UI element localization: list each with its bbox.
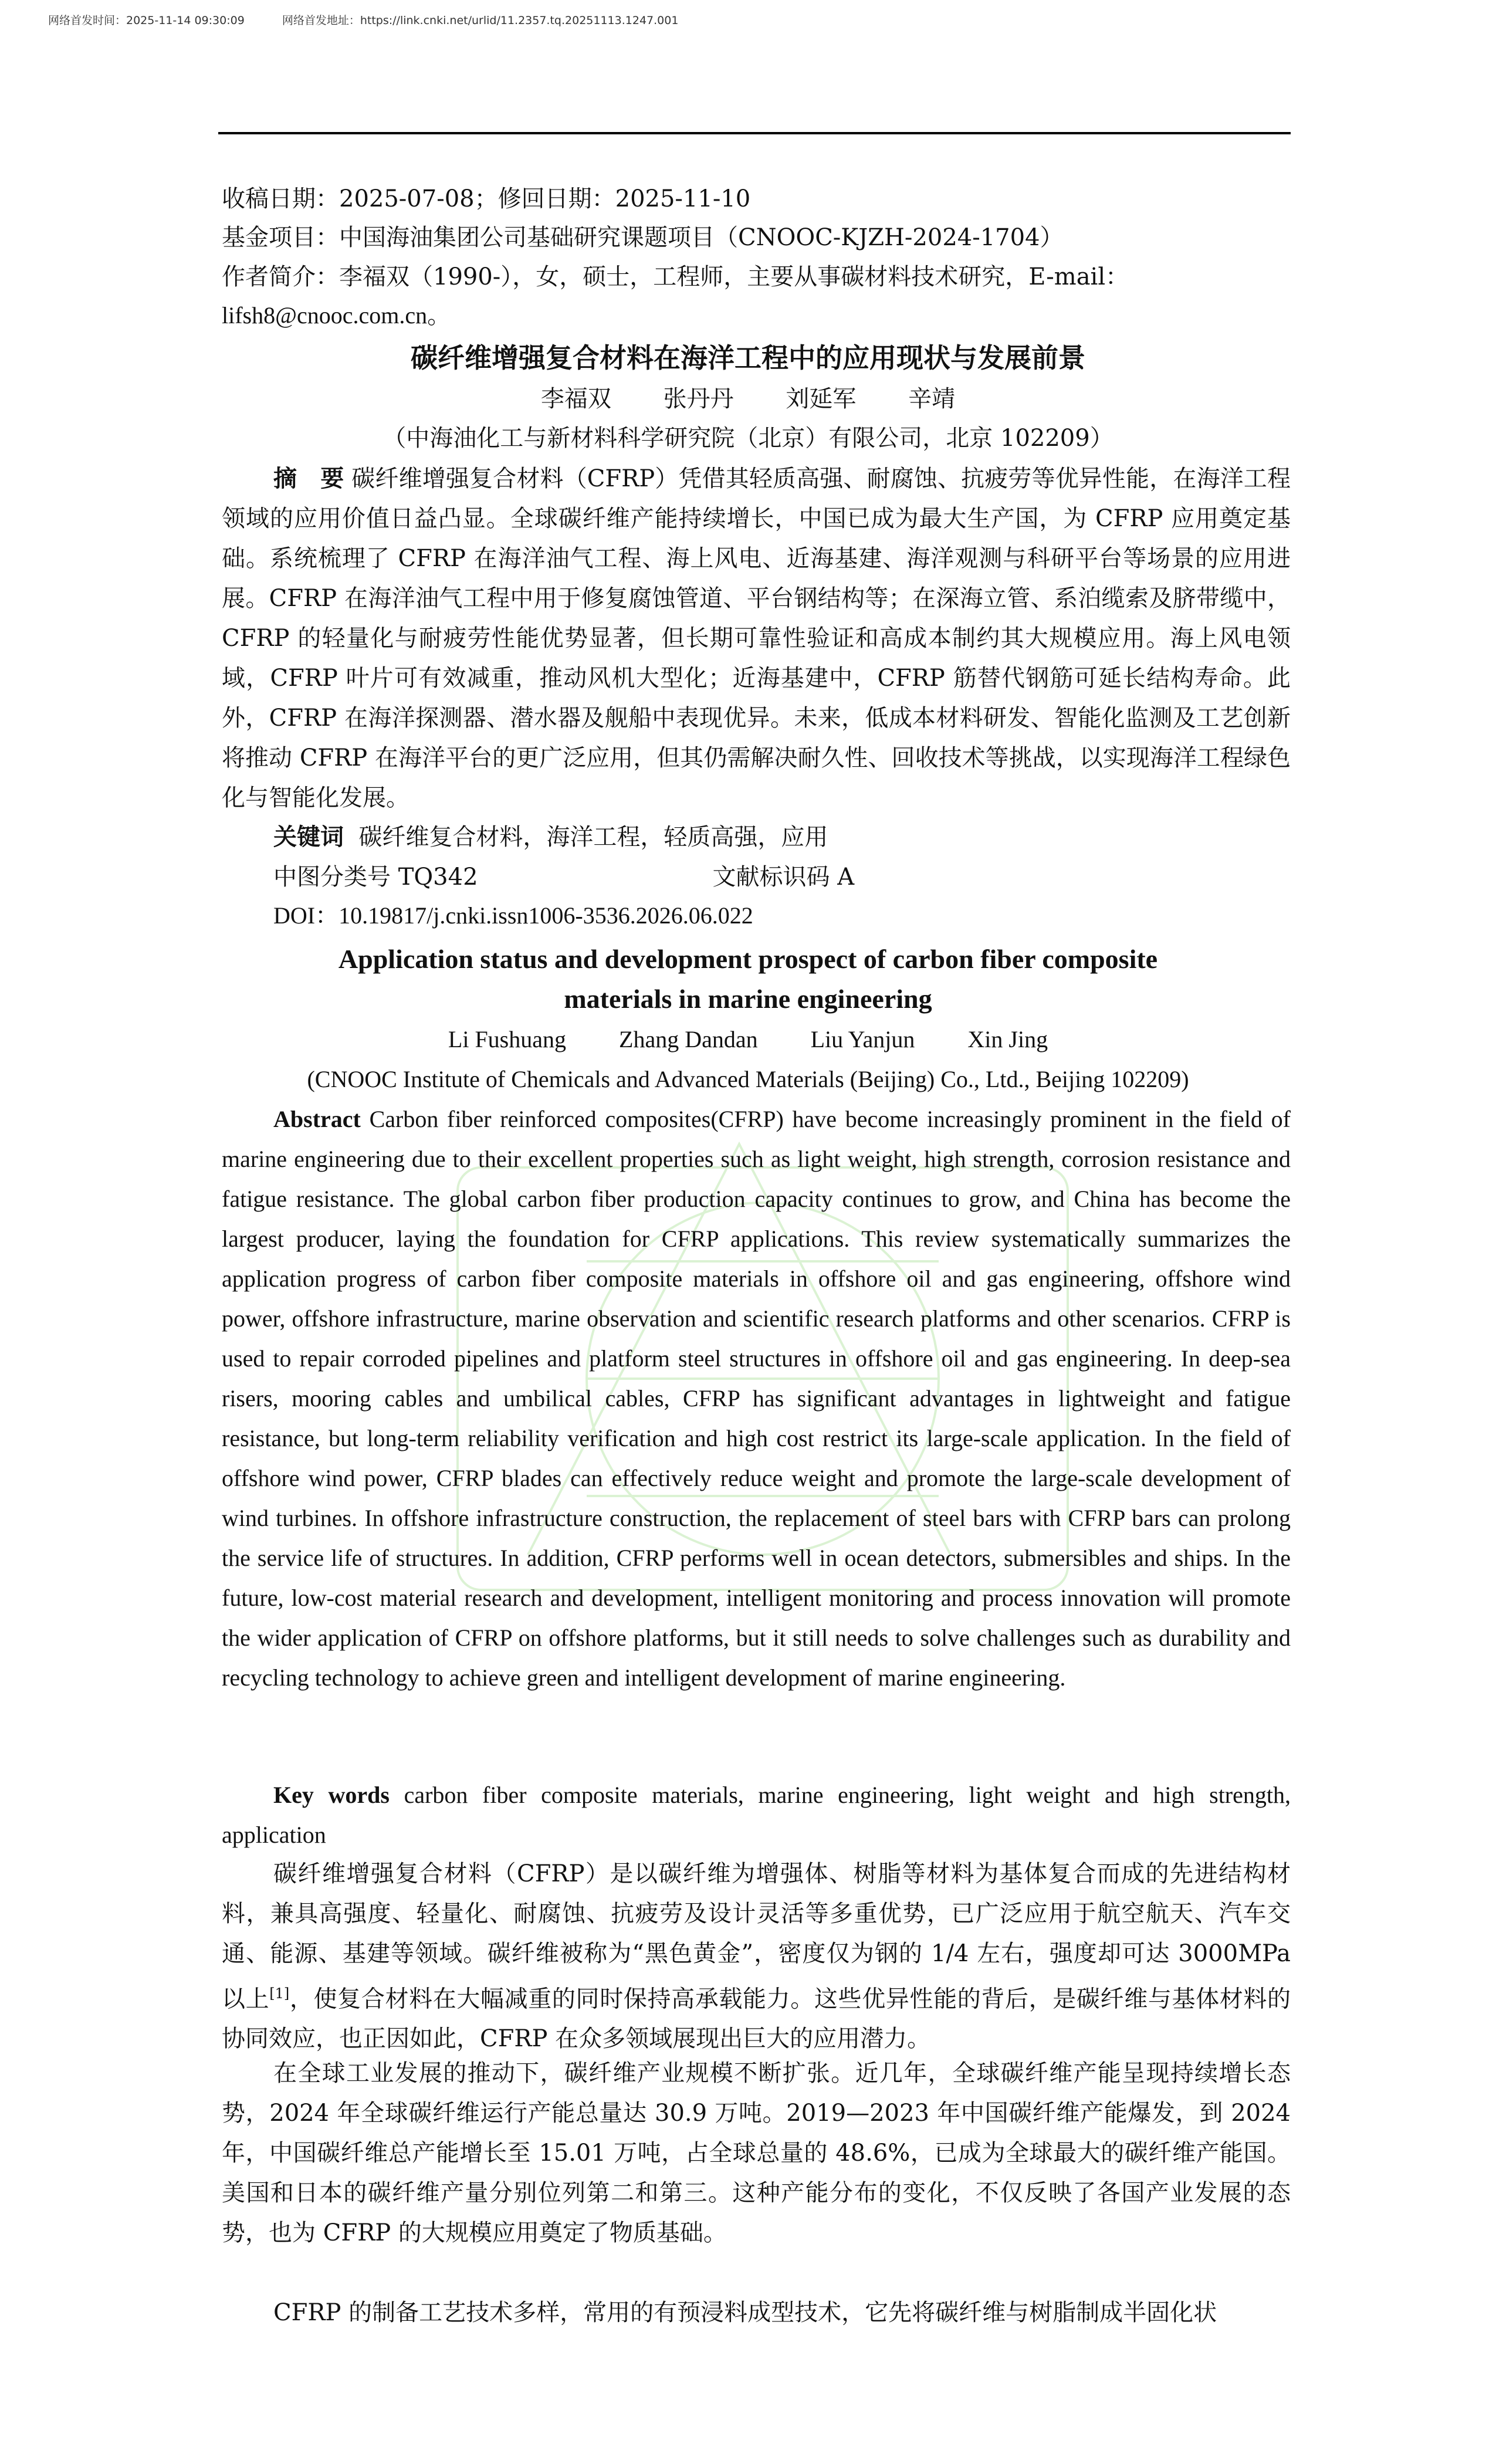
authors-en [0,1020,1496,1060]
abstract-en-text: Carbon fiber reinforced composites(CFRP) have become increasingly prominent in the field of marine engineering due to their excellent properties such as light weight, high strength, corrosion resistance and fatigue resistance. The global carbon fiber production capacity continues to grow, and China has become the largest producer, laying the foundation for CFRP applications. This review systematically summarizes the application progress of carbon fiber composite materials in offshore oil and gas engineering, offshore wind power, offshore infrastructure, marine observation and scientific research platforms and other scenarios. CFRP is used to repair corroded pipelines and platform steel structures in offshore oil and gas engineering. In deep-sea risers, mooring cables and umbilical cables, CFRP has significant advantages in lightweight and fatigue resistance, but long-term reliability verification and high cost restrict its large-scale application. In the field of offshore wind power, CFRP blades can effectively reduce weight and promote the large-scale development of wind turbines. In offshore infrastructure construction, the replacement of steel bars with CFRP bars can prolong the service life of structures. In addition, CFRP performs well in ocean detectors, submersibles and ships. In the future, low-cost material research and development, intelligent monitoring and process innovation will promote the wider application of CFRP on offshore platforms, but it still needs to solve challenges such as durability and recycling technology to achieve green and intelligent development of marine engineering. [222,1106,1291,1691]
keywords-zh [273,817,1291,858]
body-paragraph-2: 在全球工业发展的推动下，碳纤维产业规模不断扩张。近几年，全球碳纤维产能呈现持续增长态势，2024 年全球碳纤维运行产能总量达 30.9 万吨。2019—2023 年中国碳纤维产能爆发，到 2024 年，中国碳纤维总产能增长至 15.01 万吨，占全球总量的 48.6%，已成为全球最大的碳纤维产能国。美国和日本的碳纤维产量分别位列第二和第三。这种产能分布的变化，不仅反映了各国产业发展的态势，也为 CFRP 的大规模应用奠定了物质基础。 [222,2060,1291,2246]
received-date: 收稿日期：2025-07-08；修回日期：2025-11-10 [222,185,751,212]
abstract-zh-label: 摘 要 [273,465,344,492]
body-paragraph-3: CFRP 的制备工艺技术多样，常用的有预浸料成型技术，它先将碳纤维与树脂制成半固化状 [273,2299,1217,2326]
author-zh-1: 李福双 [540,385,611,412]
abstract-en [222,1099,1291,1698]
author-en-2: Zhang Dandan [619,1026,758,1052]
keywords-en [222,1775,1291,1855]
title-zh: 碳纤维增强复合材料在海洋工程中的应用现状与发展前景 [411,342,1085,374]
author-en-1: Li Fushuang [448,1026,567,1052]
author-zh-3: 刘延军 [786,385,857,412]
abstract-en-label: Abstract [273,1106,361,1132]
online-first-url[interactable]: 网络首发地址：https://link.cnki.net/urlid/11.2357.tq.20251113.1247.001 [282,14,679,27]
abstract-zh-text: 碳纤维增强复合材料（CFRP）凭借其轻质高强、耐腐蚀、抗疲劳等优异性能，在海洋工程领域的应用价值日益凸显。全球碳纤维产能持续增长，中国已成为最大生产国，为 CFRP 应用奠定基础。系统梳理了 CFRP 在海洋油气工程、海上风电、近海基建、海洋观测与科研平台等场景的应用进展。CFRP 在海洋油气工程中用于修复腐蚀管道、平台钢结构等；在深海立管、系泊缆索及脐带缆中，CFRP 的轻量化与耐疲劳性能优势显著，但长期可靠性验证和高成本制约其大规模应用。海上风电领域，CFRP 叶片可有效减重，推动风机大型化；近海基建中，CFRP 筋替代钢筋可延长结构寿命。此外，CFRP 在海洋探测器、潜水器及舰船中表现优异。未来，低成本材料研发、智能化监测及工艺创新将推动 CFRP 在海洋平台的更广泛应用，但其仍需解决耐久性、回收技术等挑战，以实现海洋工程绿色化与智能化发展。 [222,465,1291,811]
author-en-4: Xin Jing [967,1026,1048,1052]
affiliation-zh: （中海油化工与新材料科学研究院（北京）有限公司，北京 102209） [383,425,1113,452]
doi[interactable]: DOI：10.19817/j.cnki.issn1006-3536.2026.06.022 [273,902,753,929]
author-zh-4: 辛靖 [908,385,956,412]
clc-number: 中图分类号 TQ342 [273,864,478,891]
fund-project: 基金项目：中国海油集团公司基础研究课题项目（CNOOC-KJZH-2024-1704） [222,224,1064,251]
affiliation-en: (CNOOC Institute of Chemicals and Advanced Materials (Beijing) Co., Ltd., Beijing 102209) [307,1066,1189,1092]
authors-zh [0,378,1496,419]
body-paragraph-1 [222,1854,1291,2059]
abstract-zh [222,459,1291,818]
document-code: 文献标识码 A [712,864,855,891]
online-first-time: 网络首发时间：2025-11-14 09:30:09 [48,14,245,27]
keywords-en-label: Key words [273,1782,390,1808]
keywords-zh-text: 碳纤维复合材料，海洋工程，轻质高强，应用 [358,824,828,851]
classification-line [273,857,1291,898]
title-en-line-1: Application status and development prospect of carbon fiber composite [338,944,1158,974]
author-email[interactable]: lifsh8@cnooc.com.cn。 [222,302,451,329]
header-rule [218,132,1291,134]
author-en-3: Liu Yanjun [810,1026,915,1052]
keywords-zh-label: 关键词 [273,823,344,851]
citation-1[interactable]: [1] [269,1985,290,2002]
body-p1-text-a: 碳纤维增强复合材料（CFRP）是以碳纤维为增强体、树脂等材料为基体复合而成的先进结构材料，兼具高强度、轻量化、耐腐蚀、抗疲劳及设计灵活等多重优势，已广泛应用于航空航天、汽车交通、能源、基建等领域。碳纤维被称为“黑色黄金”，密度仅为钢的 1/4 左右，强度却可达 3000MPa 以上 [222,1860,1291,2013]
author-zh-2: 张丹丹 [663,385,734,412]
keywords-en-text: carbon fiber composite materials, marine engineering, light weight and high strength, application [222,1782,1291,1848]
online-first-header [48,12,712,28]
body-p1-text-b: ，使复合材料在大幅减重的同时保持高承载能力。这些优异性能的背后，是碳纤维与基体材料的协同效应，也正因如此，CFRP 在众多领域展现出巨大的应用潜力。 [222,1985,1291,2053]
title-en [0,939,1496,1019]
author-bio-line-1: 作者简介：李福双（1990-），女，硕士，工程师，主要从事碳材料技术研究，E-mail： [222,263,1129,290]
title-en-line-2: materials in marine engineering [564,984,932,1014]
